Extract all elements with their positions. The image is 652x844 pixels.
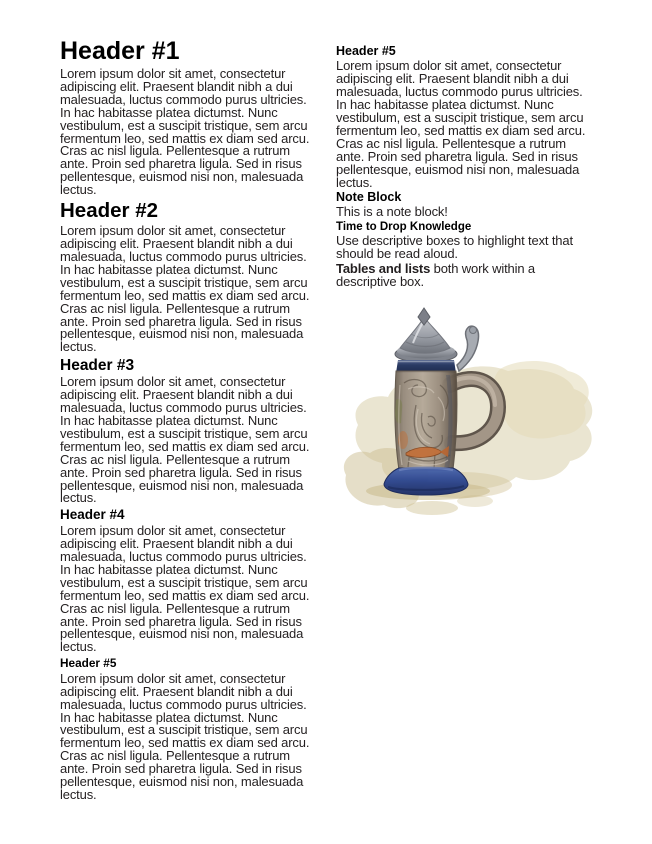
header-5-right: Header #5 bbox=[336, 44, 396, 58]
stein-thumb-lever bbox=[457, 326, 479, 371]
note-block-text: This is a note block! bbox=[336, 204, 448, 220]
stein-body bbox=[395, 371, 457, 470]
header-5-left: Header #5 bbox=[60, 656, 117, 671]
right-column bbox=[336, 38, 586, 844]
knowledge-text: Use descriptive boxes to highlight text that should be read aloud. bbox=[336, 233, 573, 262]
paragraph-3: Lorem ipsum dolor sit amet, consectetur adipiscing elit. Praesent blandit nibh a dui malesuada, luctus commodo purus ultricies. In hac habitasse platea dictumst. Nunc vestibulum, est a suscipit tristique, sem arcu fermentum leo, sed mattis ex diam sed arcu. Cras ac nisl ligula. Pellentesque a rutrum ante. Proin sed pharetra ligula. Sed in risus pellentesque, euismod nisi non, malesuada lectus. bbox=[60, 374, 310, 506]
paragraph-5: Lorem ipsum dolor sit amet, consectetur adipiscing elit. Praesent blandit nibh a dui malesuada, luctus commodo purus ultricies. In hac habitasse platea dictumst. Nunc vestibulum, est a suscipit tristique, sem arcu fermentum leo, sed mattis ex diam sed arcu. Cras ac nisl ligula. Pellentesque a rutrum ante. Proin sed pharetra ligula. Sed in risus pellentesque, euismod nisi non, malesuada lectus. bbox=[60, 670, 310, 802]
stein-lid bbox=[395, 308, 457, 363]
knowledge-title: Time to Drop Knowledge bbox=[336, 221, 472, 234]
header-1: Header #1 bbox=[60, 37, 180, 65]
paragraph-right: Lorem ipsum dolor sit amet, consectetur adipiscing elit. Praesent blandit nibh a dui malesuada, luctus commodo purus ultricies. In hac habitasse platea dictumst. Nunc vestibulum, est a suscipit tristique, sem arcu fermentum leo, sed mattis ex diam sed arcu. Cras ac nisl ligula. Pellentesque a rutrum ante. Proin sed pharetra ligula. Sed in risus pellentesque, euismod nisi non, malesuada lectus. bbox=[336, 58, 586, 190]
stein-illustration bbox=[340, 305, 600, 525]
tables-note-bold: Tables and lists bbox=[336, 261, 431, 277]
paragraph-2: Lorem ipsum dolor sit amet, consectetur adipiscing elit. Praesent blandit nibh a dui malesuada, luctus commodo purus ultricies. In hac habitasse platea dictumst. Nunc vestibulum, est a suscipit tristique, sem arcu fermentum leo, sed mattis ex diam sed arcu. Cras ac nisl ligula. Pellentesque a rutrum ante. Proin sed pharetra ligula. Sed in risus pellentesque, euismod nisi non, malesuada lectus. bbox=[60, 223, 310, 355]
header-2: Header #2 bbox=[60, 199, 159, 223]
tables-note-rest: both work within a descriptive box. bbox=[336, 261, 535, 290]
paragraph-1: Lorem ipsum dolor sit amet, consectetur adipiscing elit. Praesent blandit nibh a dui malesuada, luctus commodo purus ultricies. In hac habitasse platea dictumst. Nunc vestibulum, est a suscipit tristique, sem arcu fermentum leo, sed mattis ex diam sed arcu. Cras ac nisl ligula. Pellentesque a rutrum ante. Proin sed pharetra ligula. Sed in risus pellentesque, euismod nisi non, malesuada lectus. bbox=[60, 66, 310, 198]
tables-note bbox=[336, 263, 586, 289]
stein-base bbox=[384, 468, 468, 495]
header-4: Header #4 bbox=[60, 507, 125, 523]
paragraph-4: Lorem ipsum dolor sit amet, consectetur adipiscing elit. Praesent blandit nibh a dui malesuada, luctus commodo purus ultricies. In hac habitasse platea dictumst. Nunc vestibulum, est a suscipit tristique, sem arcu fermentum leo, sed mattis ex diam sed arcu. Cras ac nisl ligula. Pellentesque a rutrum ante. Proin sed pharetra ligula. Sed in risus pellentesque, euismod nisi non, malesuada lectus. bbox=[60, 523, 310, 655]
left-column bbox=[60, 38, 310, 844]
beer-stein-image bbox=[340, 305, 600, 520]
header-3: Header #3 bbox=[60, 357, 135, 375]
note-block-title: Note Block bbox=[336, 190, 402, 205]
